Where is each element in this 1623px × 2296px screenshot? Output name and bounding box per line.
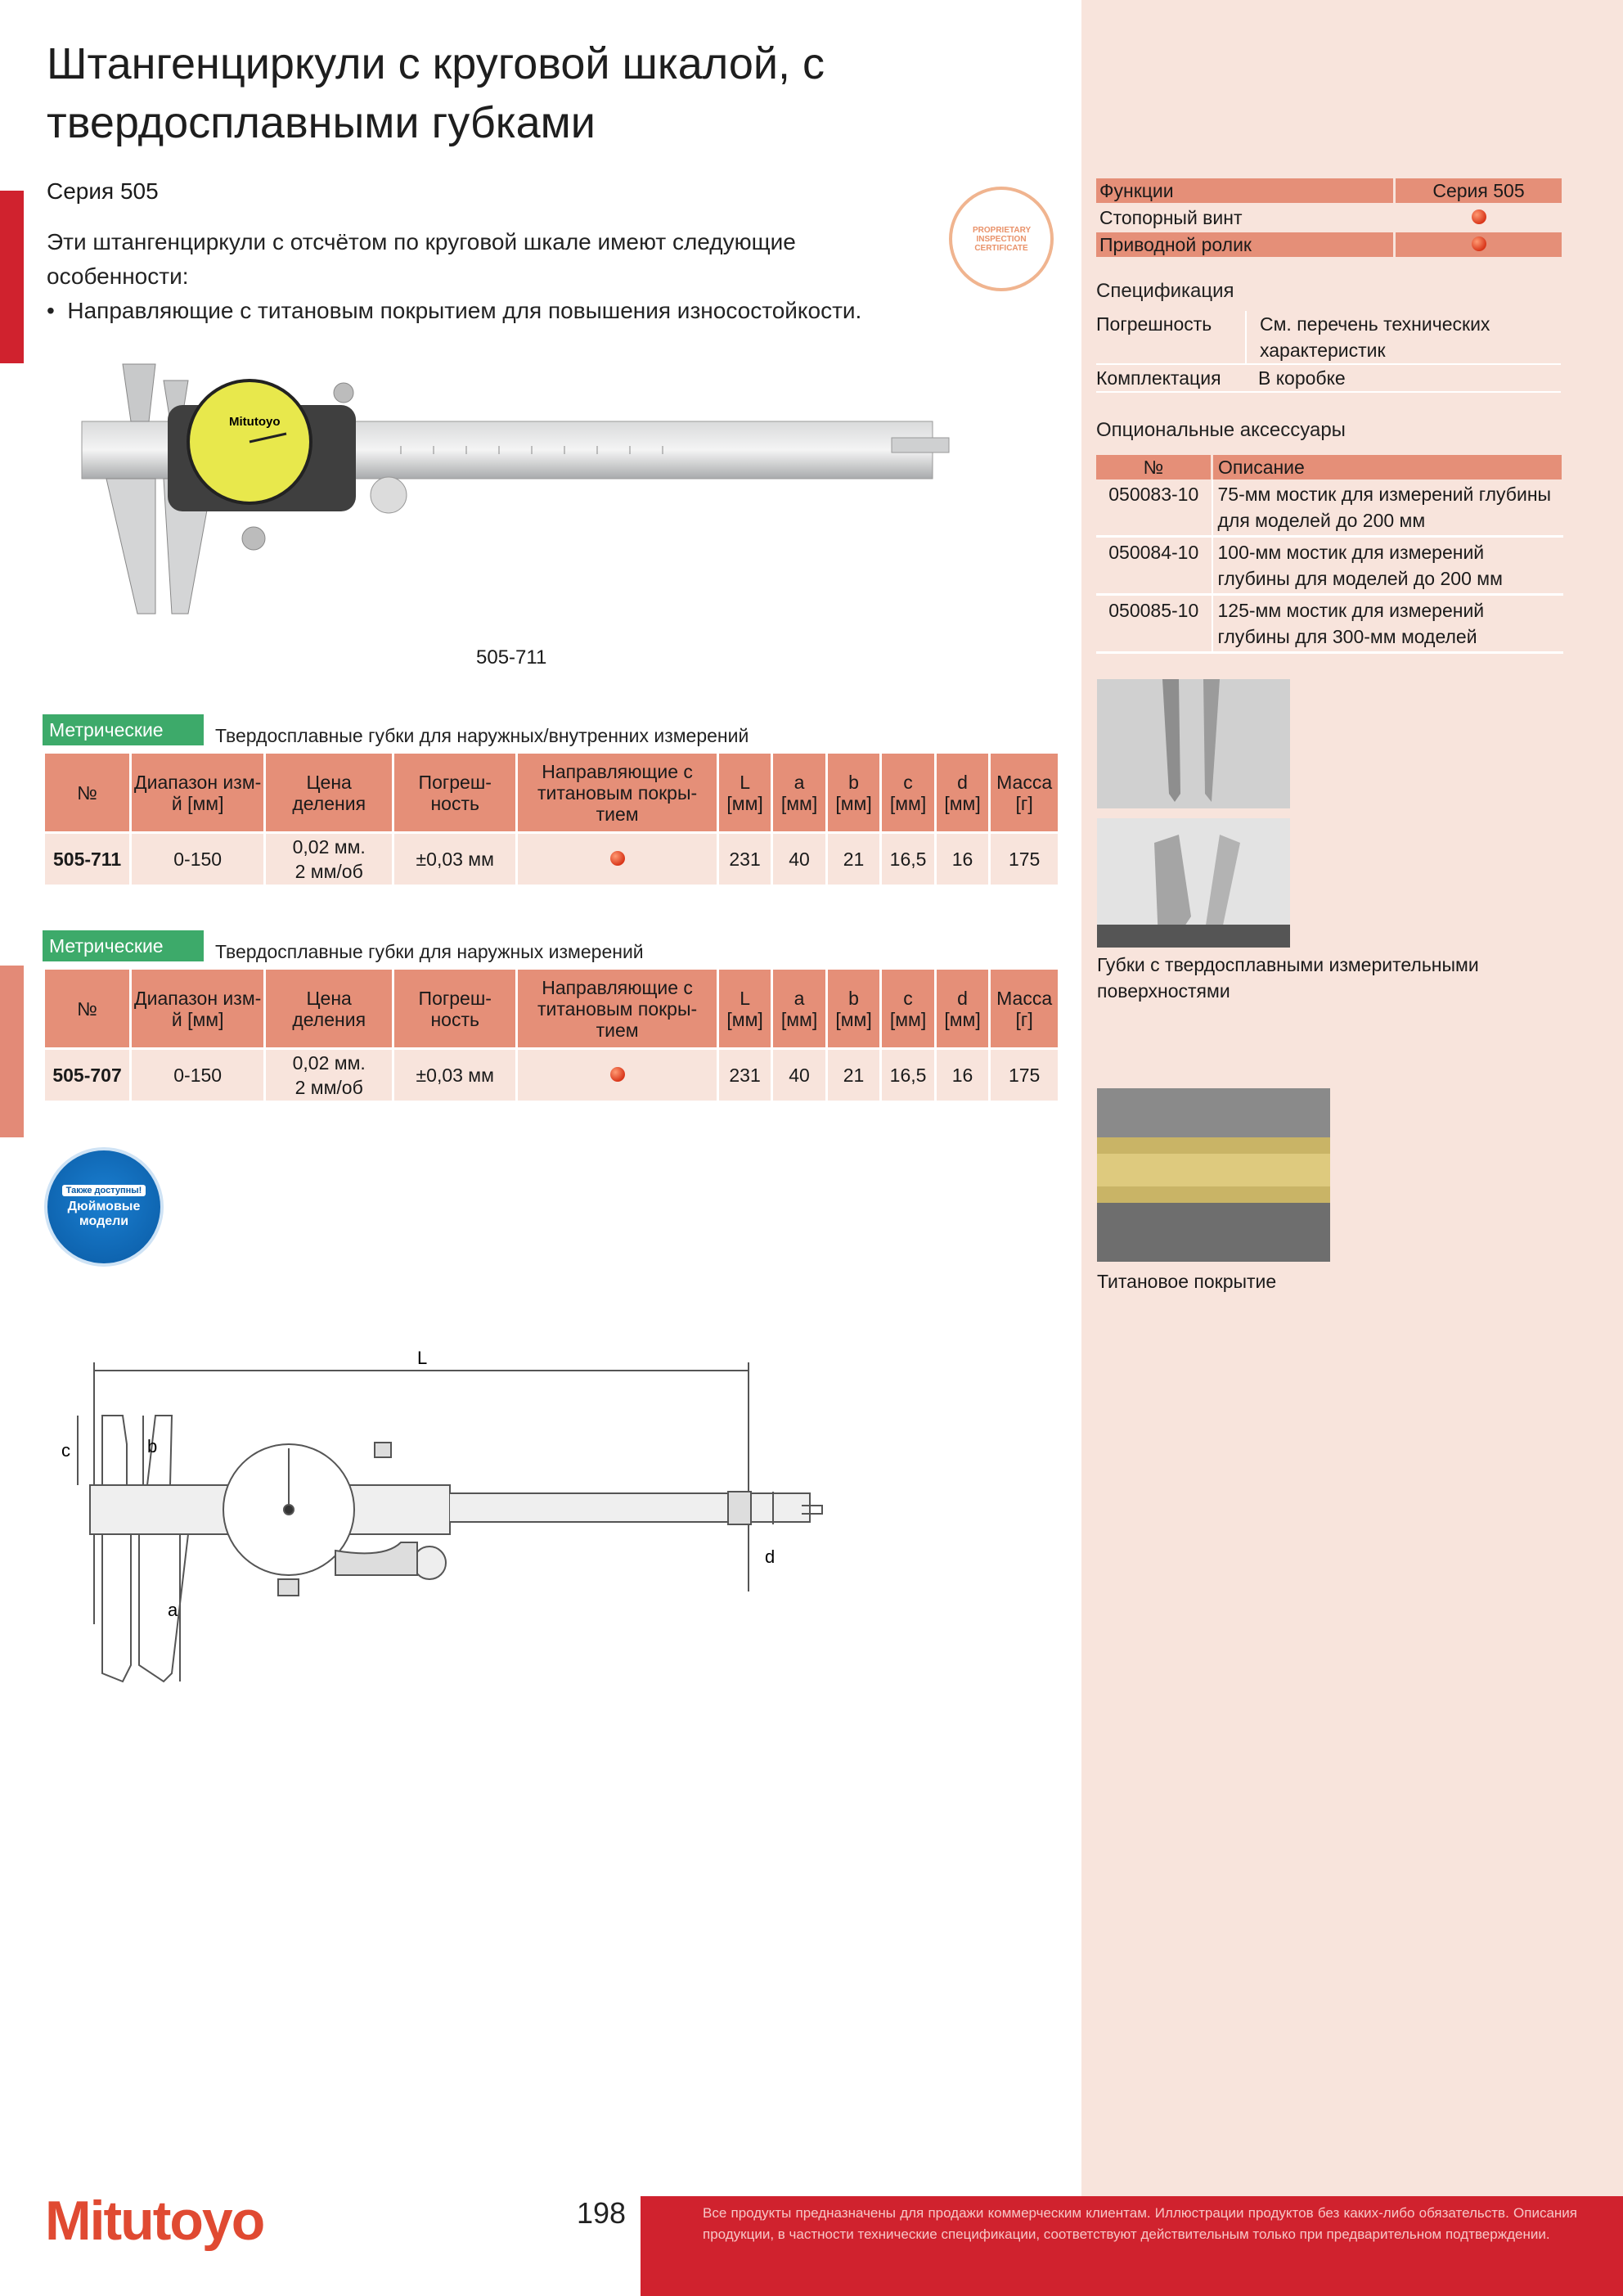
range: 0-150 [132,1050,263,1101]
jaw-photo-2 [1097,818,1290,948]
model-number: 505-711 [45,834,129,885]
col-header: b [мм] [828,970,879,1047]
function-present [1395,232,1563,259]
col-header: d [мм] [937,970,988,1047]
stamp-text: PROPRIETARY INSPECTION CERTIFICATE [973,225,1032,253]
accessories-table [1096,455,1564,654]
series-label: Серия 505 [47,178,159,204]
series-header: Серия 505 [1395,178,1563,205]
page-number: 198 [577,2196,627,2230]
accessory-row [1096,479,1563,537]
dim-c: 16,5 [882,1050,933,1101]
accuracy: ±0,03 мм [394,834,515,885]
page-title [47,34,1028,152]
spec-row [1096,365,1561,393]
col-header: Масса [г] [991,754,1058,831]
bullet-text: Направляющие с титановым покрытием для повышения износостойкости. [67,298,862,323]
accessory-code: 050084-10 [1096,537,1212,595]
present-dot-icon [1472,236,1486,251]
titanium-coating-photo [1097,1088,1330,1262]
accent-bar [0,191,24,363]
spec-row [1096,311,1561,365]
col-header: a [мм] [773,970,825,1047]
range: 0-150 [132,834,263,885]
accessory-row [1096,595,1563,653]
accessory-row [1096,537,1563,595]
dim-d: 16 [937,834,988,885]
depth-rod [892,438,949,452]
brand-logo: Mitutoyo [45,2190,264,2252]
spec-value: См. перечень технических характеристик [1260,313,1490,361]
col-header: Цена деления [266,754,392,831]
inch-models-badge [44,1147,164,1267]
accuracy: ±0,03 мм [394,1050,515,1101]
function-present [1395,205,1563,232]
col-header: Погреш-ность [394,970,515,1047]
spec-block [1096,311,1561,393]
col-header: L [мм] [719,754,771,831]
table-row [45,1050,1058,1101]
spec-label: Комплектация [1096,367,1221,389]
acc-header-desc: Описание [1212,455,1563,479]
col-header: Масса [г] [991,970,1058,1047]
badge-line-1: Также доступны! [62,1185,146,1196]
functions-header-row [1096,178,1563,205]
dim-a: 40 [773,834,825,885]
spec-value: В коробке [1258,367,1346,389]
table-header-row [45,754,1058,831]
title-line-1: Штангенциркули с круговой шкалой, с [47,39,825,88]
col-header: a [мм] [773,754,825,831]
mass: 175 [991,834,1058,885]
dial-brand: Mitutoyo [229,415,281,429]
bullet-item: • Направляющие с титановым покрытием для повышения износостойкости. [47,298,862,323]
feed-roller [242,527,265,550]
graduation-per-rev: 2 мм/об [294,861,363,882]
accessories-header-row [1096,455,1563,479]
titanium-coating [518,834,717,885]
upper-jaw-fixed [123,364,155,421]
present-dot-icon [610,851,625,866]
mass: 175 [991,1050,1058,1101]
titanium-coating [518,1050,717,1101]
col-header: c [мм] [882,754,933,831]
present-dot-icon [1472,209,1486,224]
table-header-row [45,970,1058,1047]
accessory-desc: 125-мм мостик для измерений глубины для 300-мм моделей [1212,595,1563,653]
thumb-roller [371,477,407,513]
col-header: Направляющие с титановым покры-тием [518,970,717,1047]
accessory-desc: 100-мм мостик для измерений глубины для моделей до 200 мм [1212,537,1563,595]
badge-line-2: Дюймовые модели [67,1200,141,1228]
spec-label: Погрешность [1096,311,1247,363]
metric-tag: Метрические [43,930,204,961]
footer-band [641,2196,1623,2296]
graduation-value: 0,02 мм. [292,836,366,858]
dim-b: 21 [828,1050,879,1101]
graduation [266,834,392,885]
accessory-code: 050085-10 [1096,595,1212,653]
dim-b: 21 [828,834,879,885]
col-header: Направляющие с титановым покры-тием [518,754,717,831]
col-header: L [мм] [719,970,771,1047]
model-number: 505-707 [45,1050,129,1101]
intro-line: Эти штангенциркули с отсчётом по круговой шкале имеют следующие особенности: [47,229,796,289]
col-header: № [45,754,129,831]
dim-c: 16,5 [882,834,933,885]
graduation-per-rev: 2 мм/об [294,1077,363,1098]
col-header: № [45,970,129,1047]
label-d: d [765,1546,776,1567]
accessory-code: 050083-10 [1096,479,1212,537]
product-table-1 [43,751,1060,887]
graduation-value: 0,02 мм. [292,1052,366,1074]
col-header: Цена деления [266,970,392,1047]
col-header: Диапазон изм-й [мм] [132,754,263,831]
metric-tag: Метрические [43,714,204,745]
footer-disclaimer: Все продукты предназначены для продажи коммерческим клиентам. Иллюстрации продуктов без каких-либо обязательств. Описания продукции, в частности технические спецификации, соответствуют действительным только при предварительном подтверждении. [703,2205,1577,2242]
function-row [1096,232,1563,259]
col-header: Погреш-ность [394,754,515,831]
col-header: d [мм] [937,754,988,831]
product-table-2 [43,967,1060,1103]
functions-table [1096,178,1564,259]
accent-bar-secondary [0,966,24,1137]
length-L: 231 [719,834,771,885]
label-c: c [61,1440,70,1461]
col-header: b [мм] [828,754,879,831]
col-header: c [мм] [882,970,933,1047]
table-caption: Твердосплавные губки для наружных измерений [215,941,644,962]
col-header: Диапазон изм-й [мм] [132,970,263,1047]
label-a: a [168,1600,178,1620]
label-L: L [417,1348,428,1368]
function-name: Приводной ролик [1096,232,1395,259]
table-row [45,834,1058,885]
accessories-title: Опциональные аксессуары [1096,419,1346,441]
caliper-photo [74,331,957,634]
function-row [1096,205,1563,232]
dim-d: 16 [937,1050,988,1101]
dimension-drawing [41,1346,843,1698]
intro-text [47,225,930,328]
title-line-2: твердосплавными губками [47,98,596,147]
lock-screw [334,383,353,403]
acc-header-no: № [1096,455,1212,479]
graduation [266,1050,392,1101]
inspection-certificate-stamp [949,187,1054,291]
table-caption: Твердосплавные губки для наружных/внутренних измерений [215,725,749,746]
dim-a: 40 [773,1050,825,1101]
spec-title: Спецификация [1096,280,1234,302]
jaw-photo-1 [1097,679,1290,808]
length-L: 231 [719,1050,771,1101]
present-dot-icon [610,1067,625,1082]
lower-jaw-fixed [106,479,155,614]
product-caption: 505-711 [476,646,547,669]
jaws-caption: Губки с твердосплавными измерительными поверхностями [1097,954,1479,1002]
functions-header: Функции [1096,178,1395,205]
label-b: b [147,1436,158,1456]
accessory-desc: 75-мм мостик для измерений глубины для моделей до 200 мм [1212,479,1563,537]
function-name: Стопорный винт [1096,205,1395,232]
coating-caption: Титановое покрытие [1097,1271,1277,1292]
